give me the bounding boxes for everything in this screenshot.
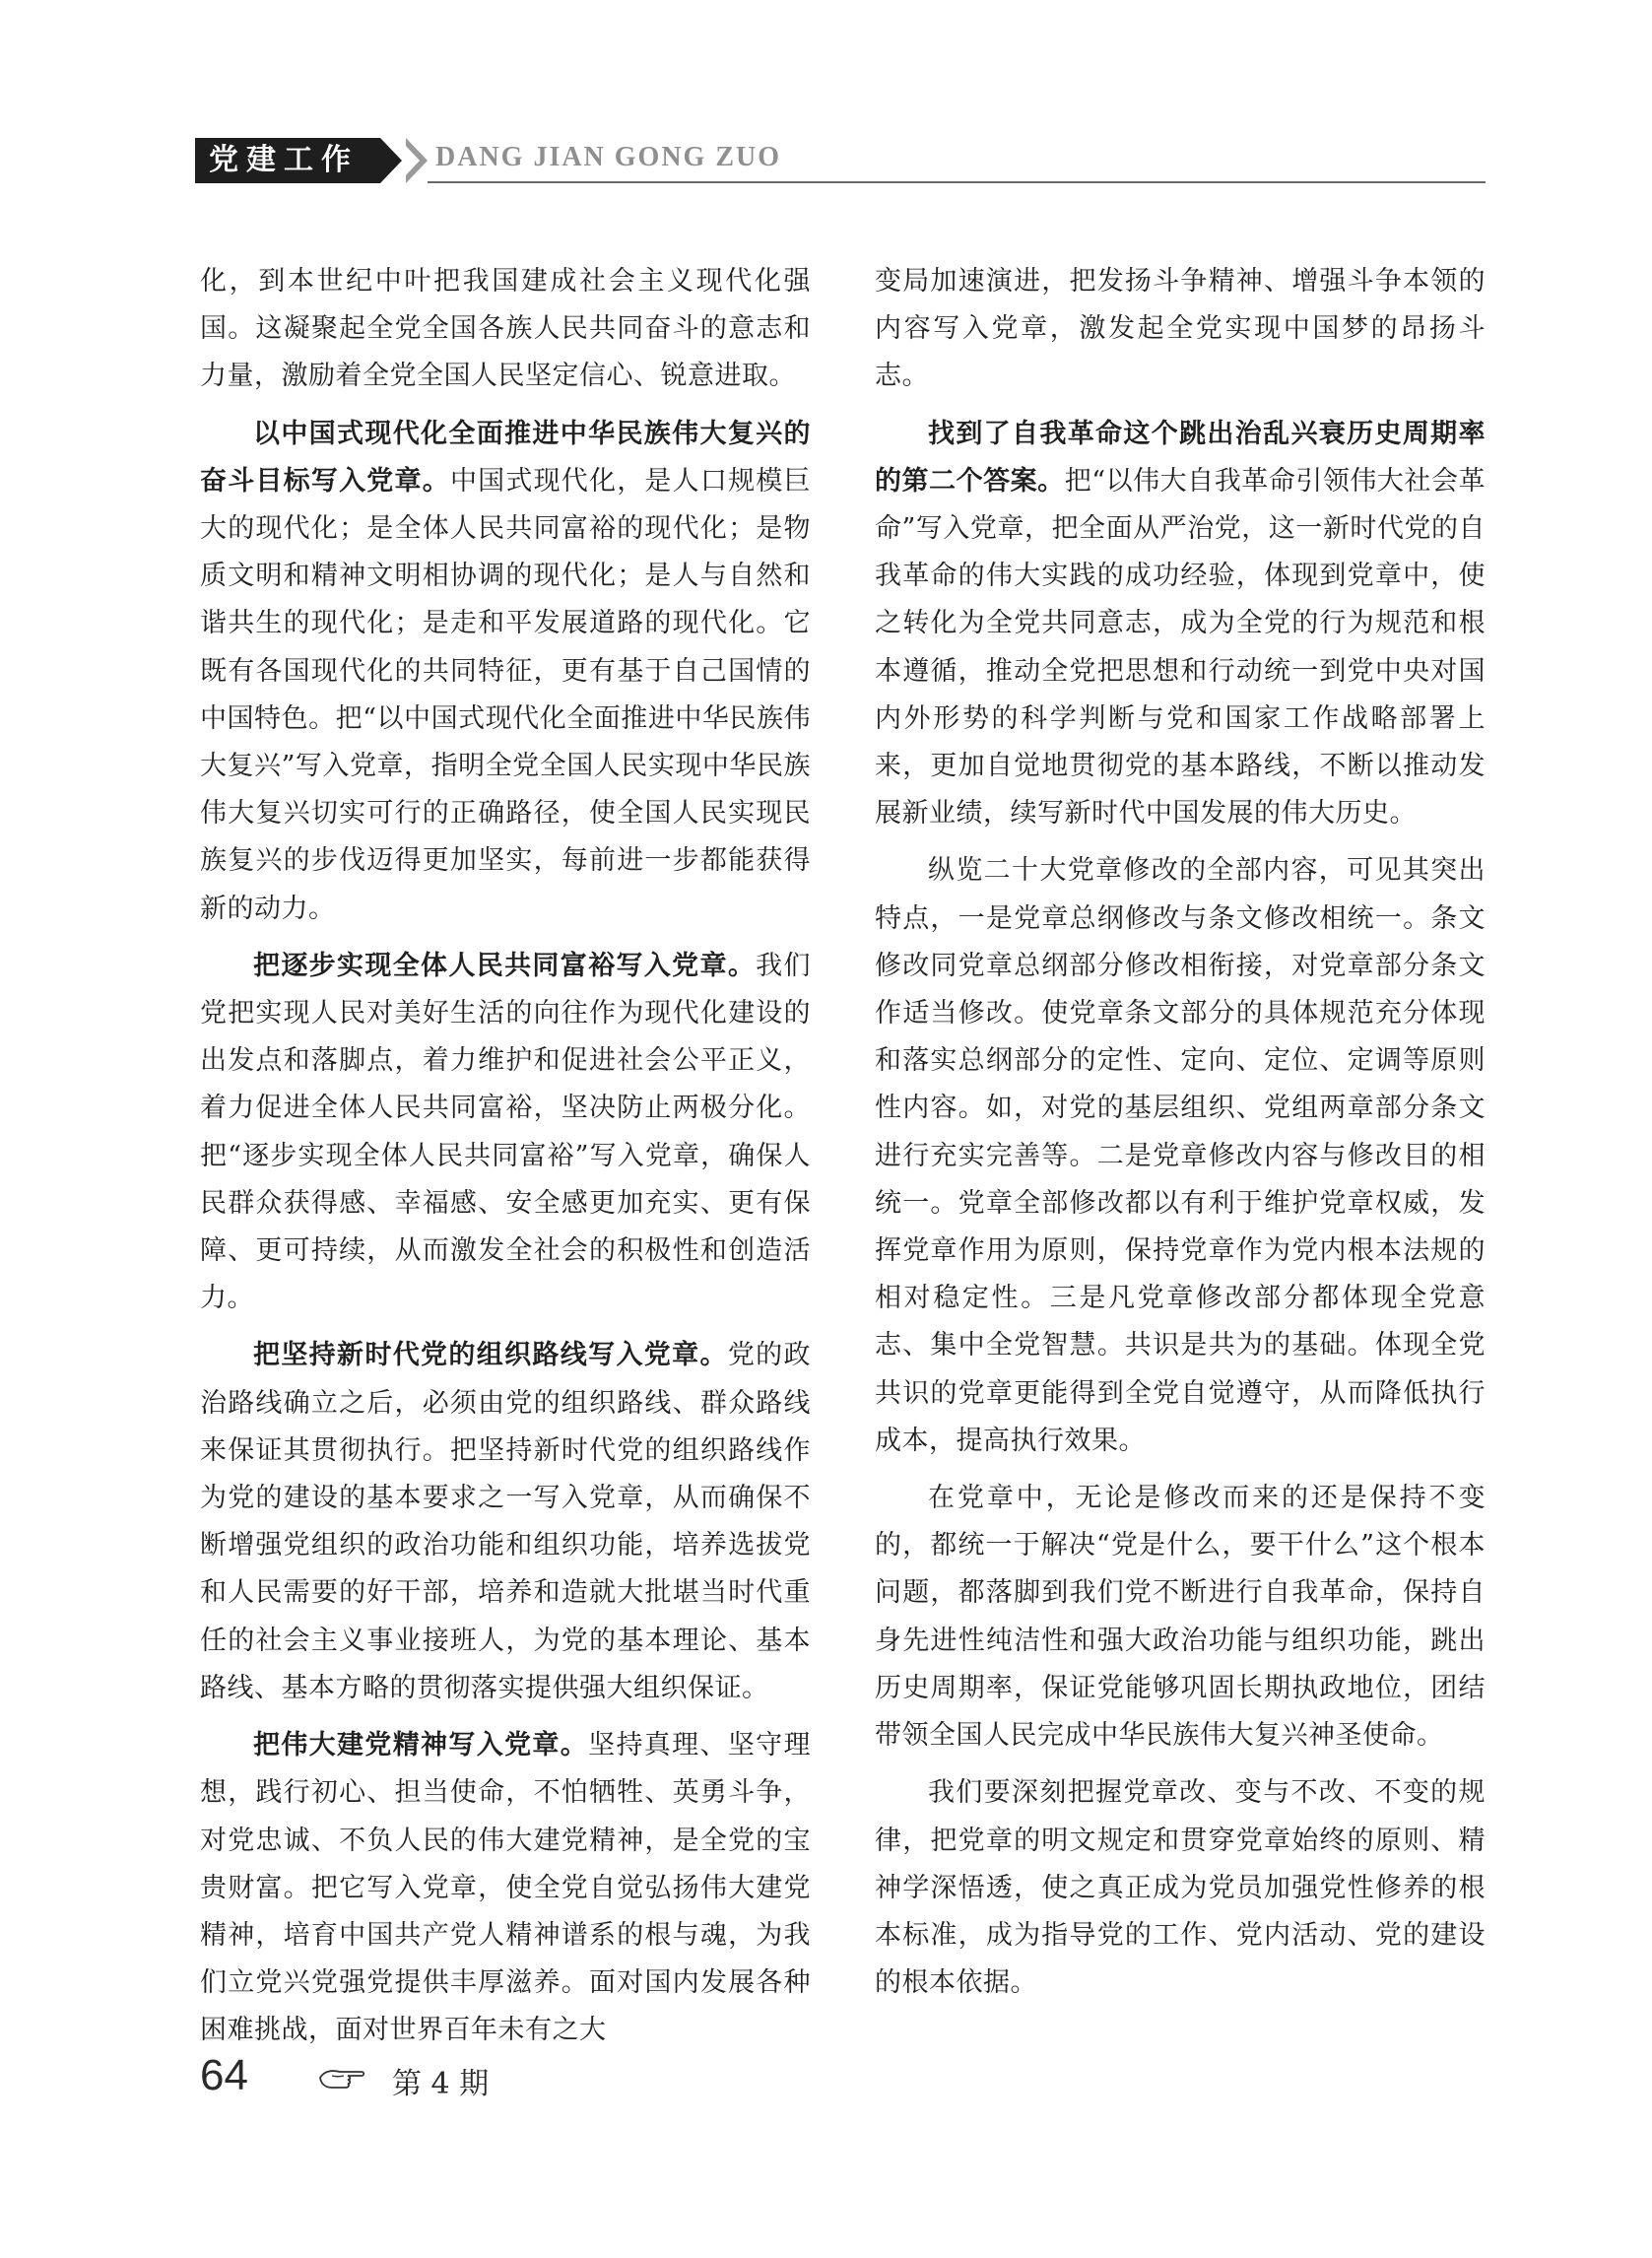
paragraph-gap [200, 401, 811, 411]
chevron-icon [380, 138, 402, 183]
paragraph [875, 1475, 1486, 1760]
paragraph-gap [875, 1760, 1486, 1769]
paragraph-lead: 找到了自我革命这个跳出治乱兴衰历史周期率的第二个答案。 [875, 418, 1486, 497]
paragraph [200, 258, 811, 401]
paragraph-lead: 以中国式现代化全面推进中华民族伟大复兴的奋斗目标写入党章。 [200, 418, 811, 497]
pointing-hand-icon [318, 2065, 367, 2091]
paragraph [875, 847, 1486, 1465]
paragraph [875, 411, 1486, 838]
left-column [200, 258, 811, 2055]
paragraph [200, 1332, 811, 1712]
paragraph-lead: 把逐步实现全体人民共同富裕写入党章。 [253, 950, 757, 981]
chevron-outline-icon [406, 138, 428, 183]
paragraph [200, 1722, 811, 2054]
paragraph-text: 我们要深刻把握党章改、变与不改、不变的规律，把党章的明文规定和贯穿党章始终的原则、精神学深悟透，使之真正成为党员加强党性修养的根本标准，成为指导党的工作、党内活动、党的建设的根本依据。 [875, 1777, 1486, 1999]
header-rule [428, 181, 1486, 183]
issue-label: 第 4 期 [392, 2067, 490, 2101]
paragraph-gap [200, 933, 811, 943]
paragraph [200, 411, 811, 933]
section-tag: 党建工作 [195, 138, 380, 183]
paragraph-gap [875, 401, 1486, 411]
paragraph-gap [200, 1322, 811, 1332]
paragraph [875, 258, 1486, 401]
paragraph-text: 纵览二十大党章修改的全部内容，可见其突出特点，一是党章总纲修改与条文修改相统一。条文修改同党章总纲部分修改相衔接，对党章部分条文作适当修改。使党章条文部分的具体规范充分体现和落实总纲部分的定性、定向、定位、定调等原则性内容。如，对党的基层组织、党组两章部分条文进行充实完善等。二是党章修改内容与修改目的相统一。党章全部修改都以有利于维护党章权威，发挥党章作用为原则，保持党章作为党内根本法规的相对稳定性。三是凡党章修改部分都体现全党意志、集中全党智慧。共识是共为的基础。体现全党共识的党章更能得到全党自觉遵守，从而降低执行成本，提高执行效果。 [875, 855, 1486, 1456]
paragraph-gap [875, 1465, 1486, 1475]
paragraph-text: 坚持真理、坚守理想，践行初心、担当使命，不怕牺牲、英勇斗争，对党忠诚、不负人民的伟大建党精神，是全党的宝贵财富。把它写入党章，使全党自觉弘扬伟大建党精神，培育中国共产党人精神谱系的根与魂，为我们立党兴党强党提供丰厚滋养。面对国内发展各种困难挑战，面对世界百年未有之大 [200, 1730, 812, 2046]
section-header [195, 138, 1486, 183]
paragraph-text: 把“以伟大自我革命引领伟大社会革命”写入党章，把全面从严治党，这一新时代党的自我革命的伟大实践的成功经验，体现到党章中，使之转化为全党共同意志，成为全党的行为规范和根本遵循，推动全党把思想和行动统一到党中央对国内外形势的科学判断与党和国家工作战略部署上来，更加自觉地贯彻党的基本路线，不断以推动发展新业绩，续写新时代中国发展的伟大历史。 [875, 465, 1486, 830]
paragraph-text: 在党章中，无论是修改而来的还是保持不变的，都统一于解决“党是什么，要干什么”这个根本问题，都落脚到我们党不断进行自我革命，保持自身先进性纯洁性和强大政治功能与组织功能，跳出历史周期率，保证党能够巩固长期执政地位，团结带领全国人民完成中华民族伟大复兴神圣使命。 [875, 1483, 1486, 1752]
paragraph-gap [875, 837, 1486, 847]
paragraph [875, 1769, 1486, 2007]
paragraph-text: 我们党把实现人民对美好生活的向往作为现代化建设的出发点和落脚点，着力维护和促进社会公平正义，着力促进全体人民共同富裕，坚决防止两极分化。把“逐步实现全体人民共同富裕”写入党章，确保人民群众获得感、幸福感、安全感更加充实、更有保障、更可持续，从而激发全社会的积极性和创造活力。 [200, 950, 812, 1314]
right-column [875, 258, 1486, 2007]
section-pinyin: DANG JIAN GONG ZUO [435, 142, 782, 172]
paragraph-text: 党的政治路线确立之后，必须由党的组织路线、群众路线来保证其贯彻执行。把坚持新时代党的组织路线作为党的建设的基本要求之一写入党章，从而确保不断增强党组织的政治功能和组织功能，培养选拔党和人民需要的好干部，培养和造就大批堪当时代重任的社会主义事业接班人，为党的基本理论、基本路线、基本方略的贯彻落实提供强大组织保证。 [200, 1340, 812, 1703]
paragraph-text: 中国式现代化，是人口规模巨大的现代化；是全体人民共同富裕的现代化；是物质文明和精神文明相协调的现代化；是人与自然和谐共生的现代化；是走和平发展道路的现代化。它既有各国现代化的共同特征，更有基于自己国情的中国特色。把“以中国式现代化全面推进中华民族伟大复兴”写入党章，指明全党全国人民实现中华民族伟大复兴切实可行的正确路径，使全国人民实现民族复兴的步伐迈得更加坚实，每前进一步都能获得新的动力。 [200, 465, 812, 924]
paragraph [200, 943, 811, 1323]
paragraph-lead: 把伟大建党精神写入党章。 [253, 1730, 589, 1761]
paragraph-lead: 把坚持新时代党的组织路线写入党章。 [253, 1340, 728, 1371]
paragraph-text: 变局加速演进，把发扬斗争精神、增强斗争本领的内容写入党章，激发起全党实现中国梦的昂扬斗志。 [875, 266, 1486, 392]
paragraph-text: 化，到本世纪中叶把我国建成社会主义现代化强国。这凝聚起全党全国各族人民共同奋斗的意志和力量，激励着全党全国人民坚定信心、锐意进取。 [200, 266, 811, 392]
paragraph-gap [200, 1712, 811, 1722]
page-number: 64 [200, 2051, 248, 2099]
